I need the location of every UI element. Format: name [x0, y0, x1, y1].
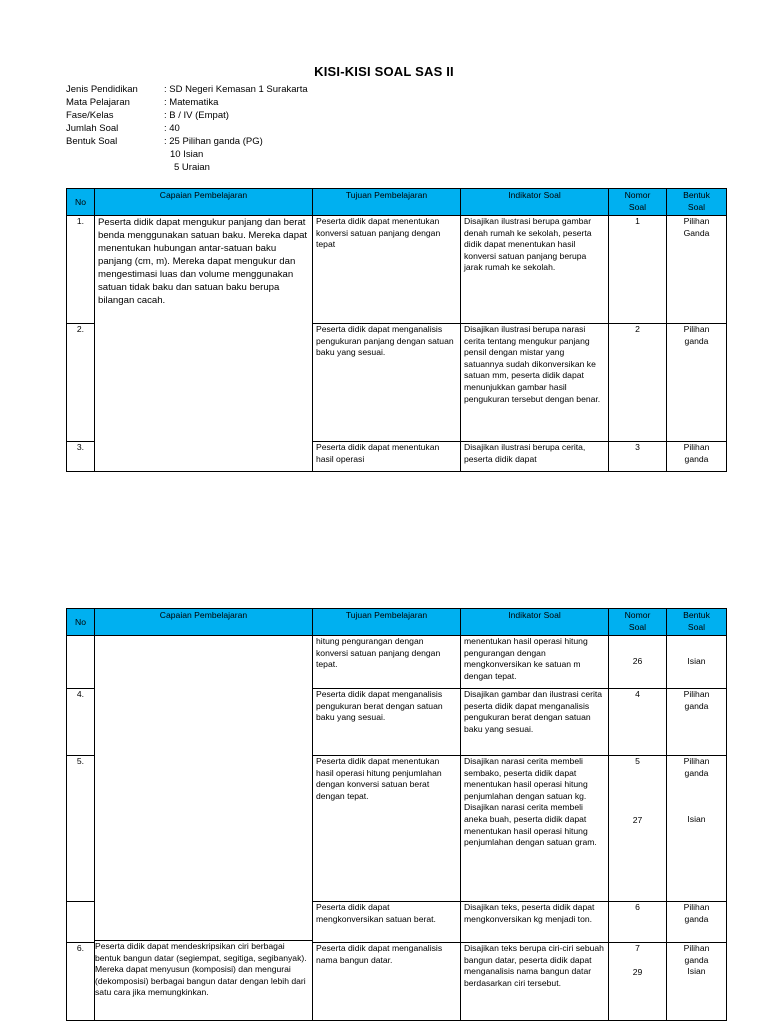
nomor-cell: 4: [609, 689, 667, 756]
row-number: 1.: [67, 216, 95, 324]
indikator-cell: menentukan hasil operasi hitung pengurangan dengan mengkonversikan ke satuan m dengan tepat.: [461, 636, 609, 689]
table-row: [67, 636, 727, 689]
bentuk-line: Pilihan: [683, 756, 710, 766]
tujuan-cell: Peserta didik dapat menganalisis pengukuran panjang dengan satuan baku yang sesuai.: [313, 324, 461, 442]
indikator-part-b: Disajikan narasi cerita membeli aneka buah, peserta didik dapat menentukan hasil operasi hitung penjumlahan dengan satuan gram.: [464, 802, 597, 848]
header-capaian: Capaian Pembelajaran: [95, 609, 313, 636]
nomor-cell: 1: [609, 216, 667, 324]
tujuan-cell: hitung pengurangan dengan konversi satuan panjang dengan tepat.: [313, 636, 461, 689]
tujuan-cell: Peserta didik dapat mengkonversikan satuan berat.: [313, 902, 461, 943]
kisi-table-1: [66, 188, 727, 472]
bentuk-cell: [667, 902, 727, 943]
bentuk-cell: [667, 943, 727, 1021]
header-tujuan: Tujuan Pembelajaran: [313, 189, 461, 216]
row-number: 3.: [67, 442, 95, 472]
meta-value: : Matematika: [164, 97, 219, 108]
nomor-cell: [609, 756, 667, 902]
nomor-a: 5: [635, 756, 640, 766]
capaian-cell: Peserta didik dapat mengukur panjang dan berat benda menggunakan satuan baku. Mereka dapat menentukan hubungan antar-satuan baku panjang (cm, m). Mereka dapat mengukur dan mengestimasi luas dan volume menggunakan satuan tidak baku dan satuan baku berupa bilangan cacah.: [95, 216, 313, 472]
header-indikator: Indikator Soal: [461, 609, 609, 636]
page-title: KISI-KISI SOAL SAS II: [314, 64, 454, 79]
bentuk-line: Pilihan: [683, 902, 710, 912]
meta-label: Jenis Pendidikan: [66, 84, 138, 95]
bentuk-line: Pilihan: [683, 442, 710, 452]
meta-row: [66, 96, 308, 109]
document-metadata: [66, 83, 308, 174]
header-nomor-line2: Soal: [628, 201, 647, 212]
meta-value: : B / IV (Empat): [164, 110, 229, 121]
meta-label: Bentuk Soal: [66, 136, 118, 147]
nomor-cell: [609, 943, 667, 1021]
header-nomor: [609, 189, 667, 216]
meta-value: : SD Negeri Kemasan 1 Surakarta: [164, 84, 308, 95]
row-number: [67, 902, 95, 943]
meta-label: Jumlah Soal: [66, 123, 119, 134]
indikator-cell: Disajikan ilustrasi berupa gambar denah rumah ke sekolah, peserta didik dapat menentukan hasil konversi satuan panjang berupa jarak rumah ke sekolah.: [461, 216, 609, 324]
bentuk-line: Ganda: [683, 227, 710, 238]
header-tujuan: Tujuan Pembelajaran: [313, 609, 461, 636]
bentuk-line: ganda: [684, 700, 709, 711]
tujuan-cell: Peserta didik dapat menentukan hasil operasi hitung penjumlahan dengan konversi satuan berat dengan tepat.: [313, 756, 461, 902]
meta-extra-uraian: 5 Uraian: [174, 162, 210, 173]
bentuk-cell: [667, 216, 727, 324]
indikator-part-a: Disajikan narasi cerita membeli sembako, peserta didik dapat menentukan hasil operasi hitung penjumlahan dengan satuan kg.: [464, 756, 588, 801]
bentuk-line: Isian: [687, 814, 706, 825]
meta-row: [66, 109, 308, 122]
bentuk-line: Pilihan: [683, 216, 710, 226]
header-bentuk-line2: Soal: [687, 621, 706, 632]
bentuk-cell: Isian: [667, 636, 727, 689]
table-header-row: [67, 189, 727, 216]
table-row: [67, 216, 727, 324]
header-bentuk: [667, 609, 727, 636]
meta-extra-isian: 10 Isian: [170, 149, 204, 160]
bentuk-cell: [667, 442, 727, 472]
tujuan-cell: Peserta didik dapat menentukan konversi satuan panjang dengan tepat: [313, 216, 461, 324]
spacer: [612, 768, 663, 815]
row-number: 4.: [67, 689, 95, 756]
indikator-cell: Disajikan ilustrasi berupa cerita, peserta didik dapat: [461, 442, 609, 472]
indikator-cell: Disajikan gambar dan ilustrasi cerita peserta didik dapat menganalisis pengukuran berat dengan satuan baku yang sesuai.: [461, 689, 609, 756]
tujuan-cell: Peserta didik dapat menentukan hasil operasi: [313, 442, 461, 472]
capaian-cell-6: Peserta didik dapat mendeskripsikan ciri berbagai bentuk bangun datar (segiempat, segitiga, segibanyak). Mereka dapat menyusun (komposisi) dan mengurai (dekomposisi) berbagai bangun datar dengan lebih dari satu cara jika memungkinkan.: [95, 941, 307, 998]
header-capaian: Capaian Pembelajaran: [95, 189, 313, 216]
bentuk-line: Pilihan: [683, 943, 710, 953]
header-no: No: [67, 189, 95, 216]
bentuk-cell: [667, 756, 727, 902]
header-bentuk-line2: Soal: [687, 201, 706, 212]
meta-label: Mata Pelajaran: [66, 97, 130, 108]
nomor-cell: 2: [609, 324, 667, 442]
bentuk-line: ganda: [684, 335, 709, 346]
header-nomor-line1: Nomor: [624, 190, 651, 200]
nomor-b: 29: [632, 966, 643, 977]
row-number: [67, 636, 95, 689]
tujuan-cell: Peserta didik dapat menganalisis pengukuran berat dengan satuan baku yang sesuai.: [313, 689, 461, 756]
spacer: [612, 955, 663, 967]
meta-label: Fase/Kelas: [66, 110, 114, 121]
bentuk-cell: [667, 324, 727, 442]
bentuk-line: Pilihan: [683, 689, 710, 699]
spacer: [670, 779, 723, 814]
tujuan-cell: Peserta didik dapat menganalisis nama bangun datar.: [313, 943, 461, 1021]
header-nomor: [609, 609, 667, 636]
row-number: 2.: [67, 324, 95, 442]
nomor-cell: 26: [609, 636, 667, 689]
header-bentuk-line1: Bentuk: [683, 190, 710, 200]
indikator-cell: Disajikan ilustrasi berupa narasi cerita tentang mengukur panjang pensil dengan mistar yang satuannya sudah dikonversikan ke satuan mm, peserta didik dapat menunjukkan gambar hasil pengukuran tersebut dengan benar.: [461, 324, 609, 442]
nomor-cell: 6: [609, 902, 667, 943]
indikator-cell: Disajikan teks, peserta didik dapat mengkonversikan kg menjadi ton.: [461, 902, 609, 943]
bentuk-line: ganda: [684, 767, 709, 778]
header-no: No: [67, 609, 95, 636]
bentuk-cell: [667, 689, 727, 756]
bentuk-line: ganda: [684, 913, 709, 924]
indikator-cell: Disajikan teks berupa ciri-ciri sebuah bangun datar, peserta didik dapat menganalisis nama bangun datar berdasarkan ciri tersebut.: [461, 943, 609, 1021]
table-header-row: [67, 609, 727, 636]
nomor-b: 27: [632, 814, 643, 825]
bentuk-line: Isian: [687, 966, 706, 977]
header-indikator: Indikator Soal: [461, 189, 609, 216]
bentuk-line: Pilihan: [683, 324, 710, 334]
row-number: 6.: [67, 943, 95, 1021]
header-bentuk-line1: Bentuk: [683, 610, 710, 620]
bentuk-line: ganda: [684, 954, 709, 965]
indikator-cell: [461, 756, 609, 902]
meta-value: : 40: [164, 123, 180, 134]
nomor-a: 7: [635, 943, 640, 953]
meta-row: [66, 135, 308, 148]
capaian-divider: [94, 940, 312, 941]
meta-row: [66, 122, 308, 135]
header-nomor-line2: Soal: [628, 621, 647, 632]
header-bentuk: [667, 189, 727, 216]
nomor-cell: 3: [609, 442, 667, 472]
bentuk-line: ganda: [684, 453, 709, 464]
header-nomor-line1: Nomor: [624, 610, 651, 620]
meta-row: [66, 83, 308, 96]
meta-value: : 25 Pilihan ganda (PG): [164, 136, 263, 147]
row-number: 5.: [67, 756, 95, 902]
